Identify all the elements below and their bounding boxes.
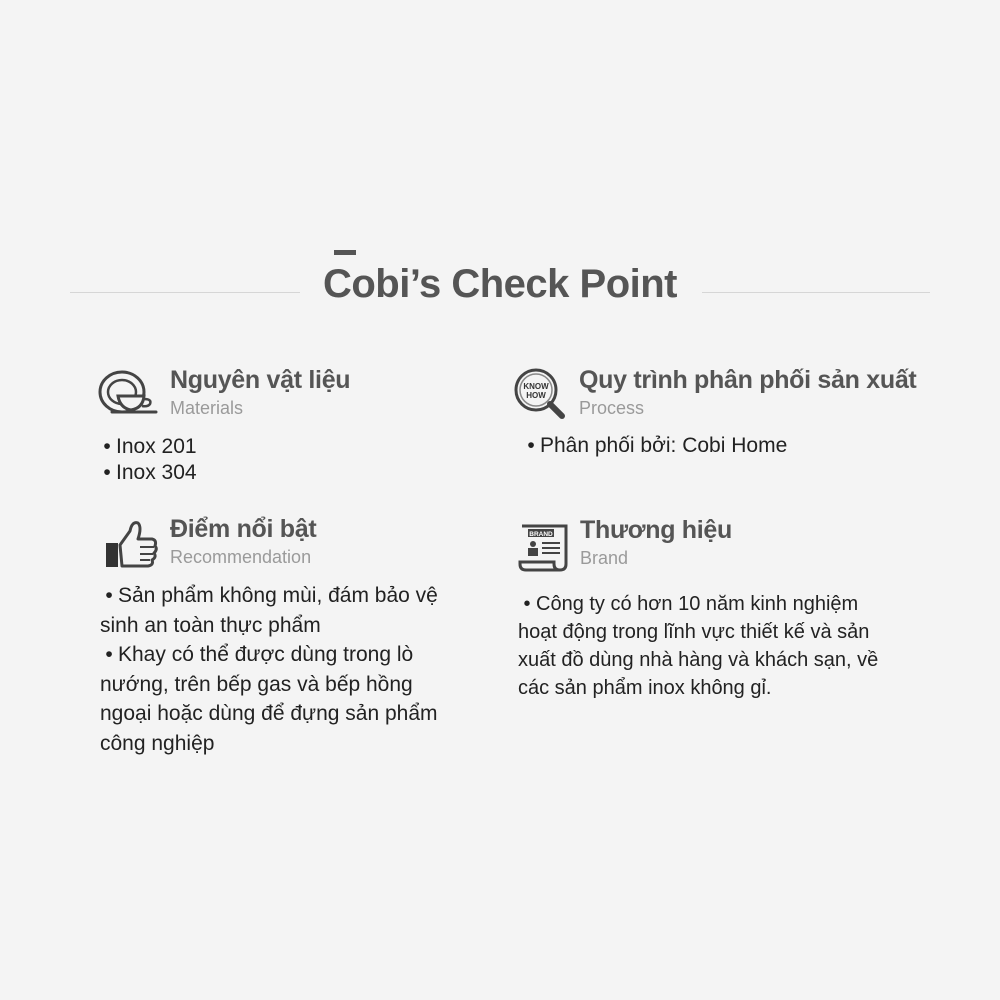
section-title: Điểm nổi bật	[170, 515, 317, 543]
brand-certificate-icon	[516, 518, 576, 578]
list-item: • Phân phối bởi: Cobi Home	[522, 432, 922, 460]
item-list	[518, 590, 890, 702]
bullet: •	[105, 643, 113, 666]
divider-right	[702, 292, 930, 293]
section-title: Thương hiệu	[580, 516, 732, 544]
item-list	[98, 434, 458, 486]
section-recommendation	[100, 515, 450, 765]
section-subtitle: Brand	[580, 548, 629, 568]
section-process	[512, 366, 932, 476]
list-item: • Sản phẩm không mùi, đám bảo vệ sinh an toàn thực phẩm	[100, 581, 445, 640]
section-title: Quy trình phân phối sản xuất	[579, 366, 917, 394]
divider-left	[70, 292, 300, 293]
list-item: • Công ty có hơn 10 năm kinh nghiệm hoạt động trong lĩnh vực thiết kế và sản xuất đồ dùng nhà hàng và khách sạn, về các sản phẩm inox không gỉ.	[518, 590, 890, 702]
svg-text:KNOW: KNOW	[523, 382, 549, 391]
section-subtitle: Recommendation	[170, 547, 312, 567]
bullet: •	[527, 434, 535, 457]
section-title: Nguyên vật liệu	[170, 366, 351, 394]
header-accent-bar	[334, 250, 356, 255]
section-subtitle: Materials	[170, 398, 244, 418]
page-title: Cobi’s Check Point	[322, 262, 677, 306]
list-item: • Inox 304	[98, 460, 458, 486]
section-brand	[516, 516, 896, 716]
bullet: •	[103, 435, 111, 458]
item-list	[522, 432, 922, 460]
section-subtitle: Process	[579, 398, 645, 418]
list-item: • Khay có thể được dùng trong lò nướng, trên bếp gas và bếp hồng ngoại hoặc dùng để đựng sản phẩm công nghiệp	[100, 640, 445, 758]
svg-text:BRAND: BRAND	[529, 531, 553, 538]
know-how-magnifier-icon	[512, 366, 572, 426]
bullet: •	[105, 584, 113, 607]
section-materials	[98, 366, 478, 496]
bullet: •	[103, 461, 111, 484]
item-list	[100, 581, 445, 758]
thumbs-up-icon	[100, 517, 160, 577]
plate-cup-icon	[98, 368, 158, 428]
svg-text:HOW: HOW	[526, 391, 546, 400]
bullet: •	[523, 593, 531, 615]
list-item: • Inox 201	[98, 434, 458, 460]
